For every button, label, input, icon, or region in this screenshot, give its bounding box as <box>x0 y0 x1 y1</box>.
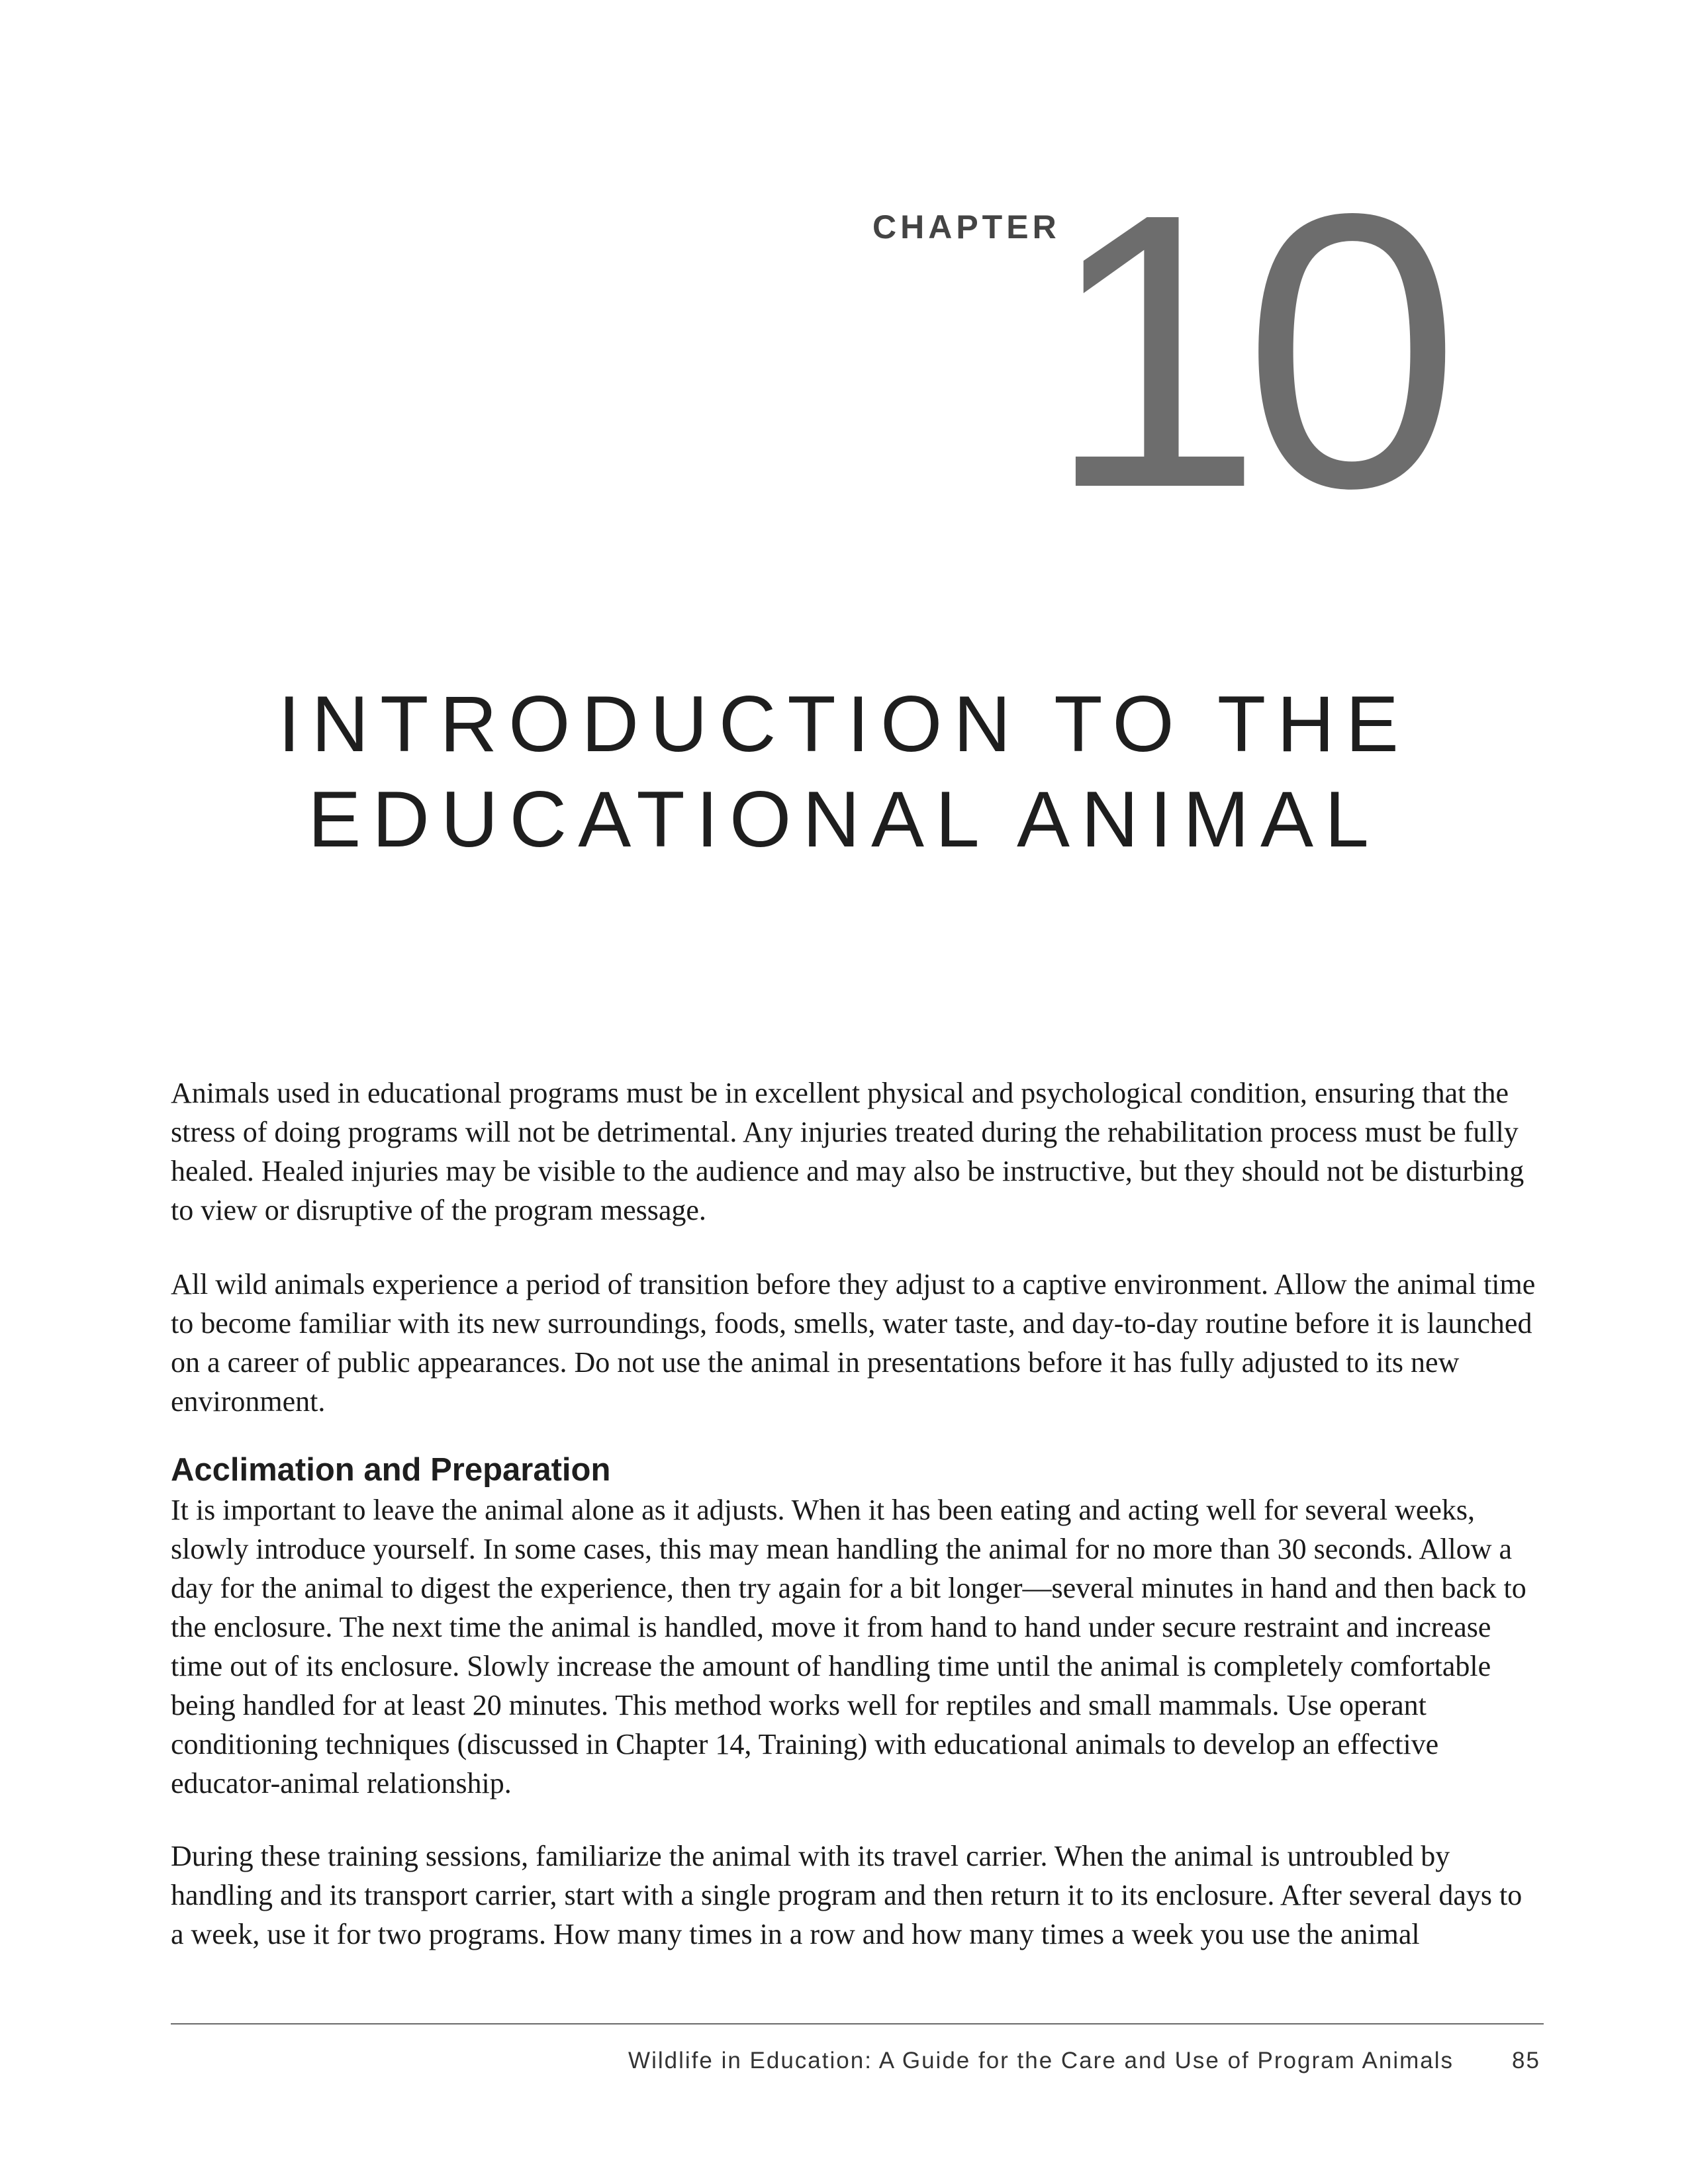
body-paragraph: It is important to leave the animal alone as it adjusts. When it has been eating and acting well for several weeks, slowly introduce yourself. In some cases, this may mean handling the animal for no more than 30 seconds. Allow a day for the animal to digest the experience, then try again for a bit longer—several minutes in hand and then back to the enclosure. The next time the animal is handled, move it from hand to hand under secure restraint and increase time out of its enclosure. Slowly increase the amount of handling time until the animal is completely comfortable being handled for at least 20 minutes. This method works well for reptiles and small mammals. Use operant conditioning techniques (discussed in Chapter 14, Training) with educational animals to develop an effective educator-animal relationship. <box>171 1494 1526 1799</box>
chapter-title-line: INTRODUCTION TO THE <box>278 680 1410 768</box>
chapter-number: 10 <box>1046 133 1441 569</box>
chapter-title <box>0 676 1688 867</box>
section-heading: Acclimation and Preparation <box>171 1452 611 1488</box>
body-paragraph: Animals used in educational programs must be in excellent physical and psychological condition, ensuring that the stress of doing programs will not be detrimental. Any injuries treated during the rehabilitation process must be fully healed. Healed injuries may be visible to the audience and may also be instructive, but they should not be disturbing to view or disruptive of the program message. <box>171 1077 1524 1226</box>
body-paragraph: During these training sessions, familiarize the animal with its travel carrier. When the animal is untroubled by handling and its transport carrier, start with a single program and then return it to its enclosure. After several days to a week, use it for two programs. How many times in a row and how many times a week you use the animal <box>171 1840 1523 1950</box>
body-paragraph: All wild animals experience a period of transition before they adjust to a captive environment. Allow the animal time to become familiar with its new surroundings, foods, smells, water taste, and day-to-day routine before it is launched on a career of public appearances. Do not use the animal in presentations before it has fully adjusted to its new environment. <box>171 1268 1536 1418</box>
page-number: 85 <box>1512 2048 1540 2073</box>
footer-book-title: Wildlife in Education: A Guide for the Care and Use of Program Animals <box>628 2048 1454 2073</box>
chapter-title-line: EDUCATIONAL ANIMAL <box>308 775 1380 864</box>
footer-rule <box>171 2023 1544 2025</box>
chapter-label: CHAPTER <box>872 208 1060 246</box>
